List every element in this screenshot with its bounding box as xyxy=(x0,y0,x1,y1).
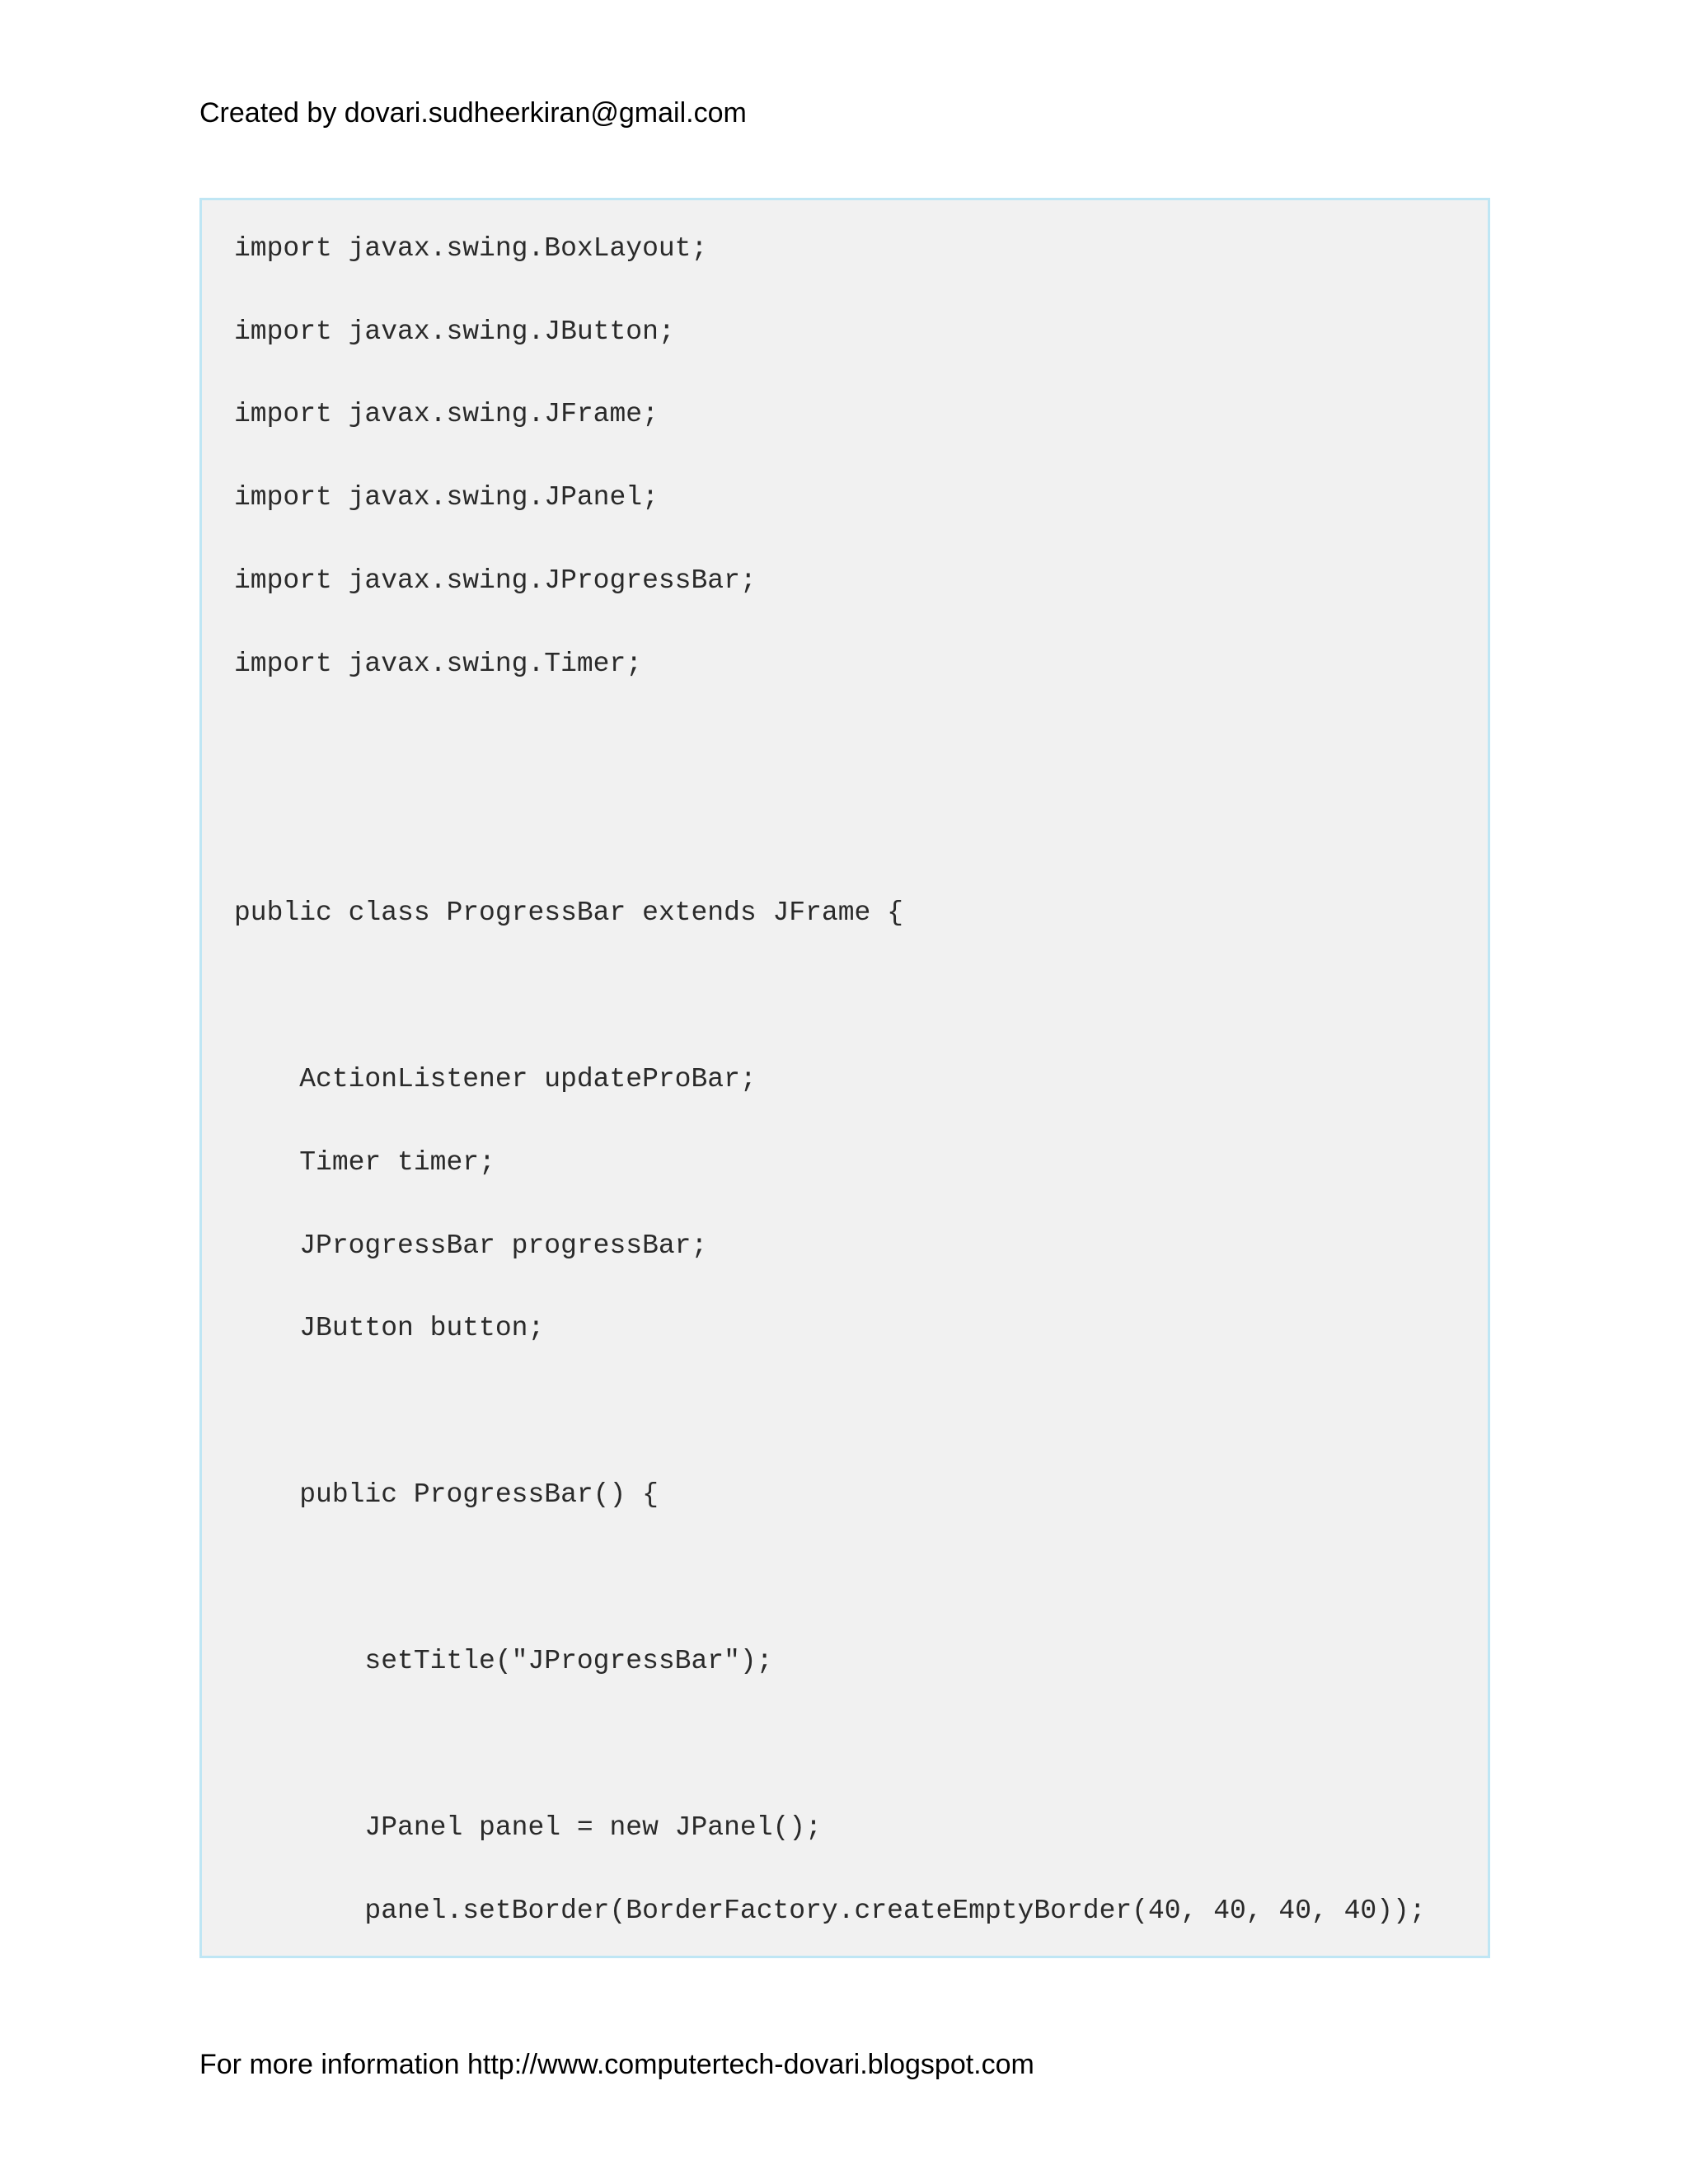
code-line: JProgressBar progressBar; xyxy=(234,1230,708,1261)
code-line: public class ProgressBar extends JFrame { xyxy=(234,898,903,928)
code-line: setTitle("JProgressBar"); xyxy=(234,1646,773,1676)
code-line: ActionListener updateProBar; xyxy=(234,1064,757,1094)
code-line: import javax.swing.JProgressBar; xyxy=(234,565,757,596)
code-line: JButton button; xyxy=(234,1313,545,1343)
code-line: public ProgressBar() { xyxy=(234,1479,659,1510)
code-line: import javax.swing.JPanel; xyxy=(234,482,659,513)
code-line: import javax.swing.BoxLayout; xyxy=(234,233,708,264)
code-block xyxy=(199,198,1490,1958)
page-footer: For more information http://www.computertech-dovari.blogspot.com xyxy=(199,2049,1034,2080)
code-line: JPanel panel = new JPanel(); xyxy=(234,1812,822,1843)
code-line: import javax.swing.JButton; xyxy=(234,316,675,347)
code-line: import javax.swing.Timer; xyxy=(234,649,643,679)
code-line: Timer timer; xyxy=(234,1147,495,1178)
page-header: Created by dovari.sudheerkiran@gmail.com xyxy=(199,97,747,129)
code-line: import javax.swing.JFrame; xyxy=(234,399,659,429)
code-line: panel.setBorder(BorderFactory.createEmptyBorder(40, 40, 40, 40)); xyxy=(234,1896,1426,1926)
